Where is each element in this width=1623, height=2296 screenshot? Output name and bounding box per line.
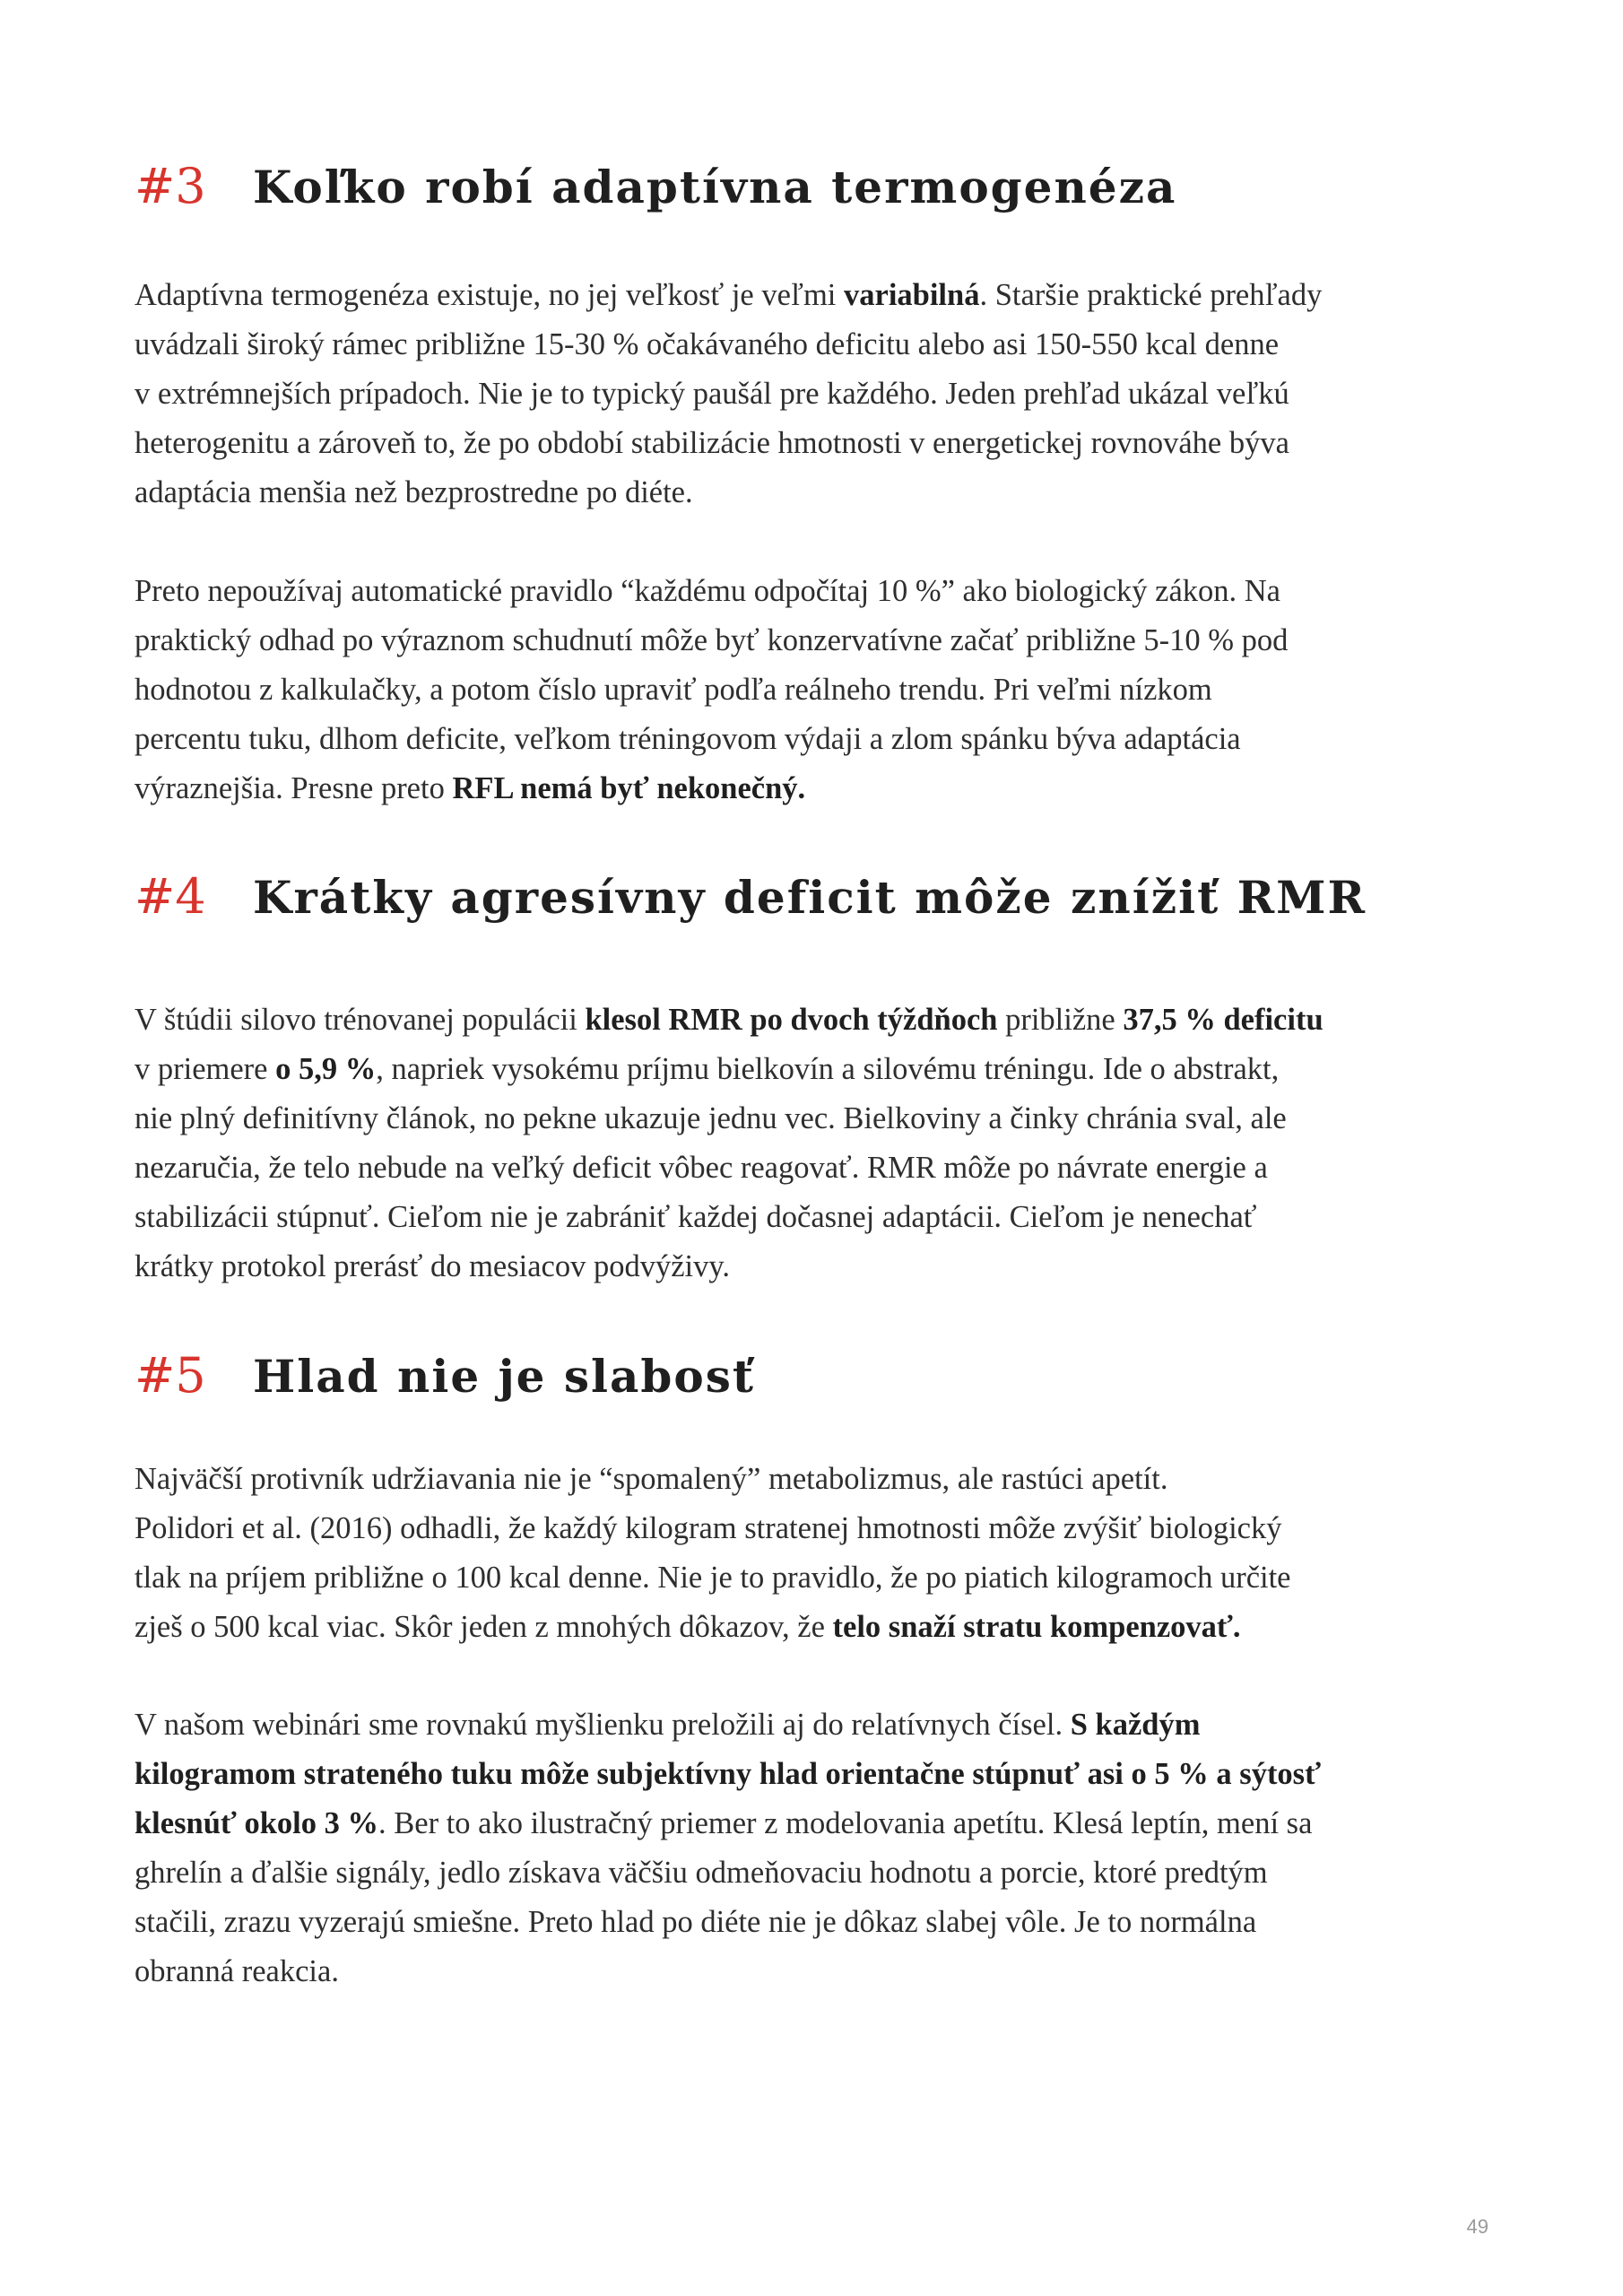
text-run: krátky protokol prerásť do mesiacov podvýživy. bbox=[135, 1249, 731, 1283]
text-run: tlak na príjem približne o 100 kcal denne. Nie je to pravidlo, že po piatich kilogramoch určite bbox=[135, 1561, 1291, 1595]
text-line bbox=[135, 1700, 1515, 1750]
text-run: v priemere bbox=[135, 1052, 276, 1086]
text-line bbox=[135, 567, 1515, 616]
text-run: uvádzali široký rámec približne 15-30 % očakávaného deficitu alebo asi 150-550 kcal denne bbox=[135, 327, 1280, 361]
text-run: V štúdii silovo trénovanej populácii bbox=[135, 1003, 586, 1037]
bold-text-run: S každým bbox=[1070, 1708, 1201, 1742]
bold-text-run: telo snaží stratu kompenzovať. bbox=[832, 1610, 1241, 1644]
text-line bbox=[135, 1193, 1515, 1242]
text-line bbox=[135, 1898, 1515, 1947]
text-line bbox=[135, 1504, 1515, 1553]
text-line bbox=[135, 370, 1515, 419]
text-run: praktický odhad po výraznom schudnutí môže byť konzervatívne začať približne 5-10 % pod bbox=[135, 623, 1289, 657]
bold-text-run: variabilná bbox=[844, 278, 980, 312]
text-run: v extrémnejších prípadoch. Nie je to typický paušál pre každého. Jeden prehľad ukázal veľkú bbox=[135, 377, 1289, 411]
text-run: . Staršie praktické prehľady bbox=[979, 278, 1323, 312]
section-5-paragraph-2 bbox=[135, 1700, 1515, 1996]
page-number: 49 bbox=[1466, 2215, 1488, 2238]
section-number: #5 bbox=[135, 1347, 206, 1404]
text-line bbox=[135, 1848, 1515, 1898]
text-line bbox=[135, 468, 1515, 517]
text-run: nie plný definitívny článok, no pekne ukazuje jednu vec. Bielkoviny a činky chránia sval, ale bbox=[135, 1101, 1287, 1135]
text-run: Polidori et al. (2016) odhadli, že každý kilogram stratenej hmotnosti môže zvýšiť biologický bbox=[135, 1511, 1282, 1545]
text-run: nezaručia, že telo nebude na veľký deficit vôbec reagovať. RMR môže po návrate energie a bbox=[135, 1151, 1268, 1185]
text-line bbox=[135, 1455, 1515, 1504]
text-run: stabilizácii stúpnuť. Cieľom nie je zabrániť každej dočasnej adaptácii. Cieľom je nenechať bbox=[135, 1200, 1257, 1234]
text-line bbox=[135, 996, 1515, 1045]
text-line bbox=[135, 320, 1515, 370]
text-line bbox=[135, 271, 1515, 320]
text-run: Preto nepoužívaj automatické pravidlo “každému odpočítaj 10 %” ako biologický zákon. Na bbox=[135, 574, 1280, 608]
bold-text-run: kilogramom strateného tuku môže subjektívny hlad orientačne stúpnuť asi o 5 % a sýtosť bbox=[135, 1757, 1322, 1791]
text-line bbox=[135, 1603, 1515, 1652]
text-run: obranná reakcia. bbox=[135, 1954, 339, 1988]
section-title: Hlad nie je slabosť bbox=[253, 1350, 755, 1403]
text-line bbox=[135, 1242, 1515, 1292]
text-line bbox=[135, 616, 1515, 665]
bold-text-run: RFL nemá byť nekonečný. bbox=[452, 771, 806, 805]
text-run: Adaptívna termogenéza existuje, no jej veľkosť je veľmi bbox=[135, 278, 844, 312]
section-5-paragraph-1 bbox=[135, 1455, 1515, 1652]
section-3-heading bbox=[135, 158, 1176, 230]
text-line bbox=[135, 1799, 1515, 1848]
text-run: približne bbox=[997, 1003, 1124, 1037]
text-line bbox=[135, 665, 1515, 715]
bold-text-run: o 5,9 % bbox=[275, 1052, 377, 1086]
text-line bbox=[135, 419, 1515, 468]
section-5-heading bbox=[135, 1347, 755, 1419]
section-number: #3 bbox=[135, 158, 206, 214]
bold-text-run: klesnúť okolo 3 % bbox=[135, 1806, 379, 1840]
text-run: V našom webinári sme rovnakú myšlienku preložili aj do relatívnych čísel. bbox=[135, 1708, 1071, 1742]
text-run: . Ber to ako ilustračný priemer z modelovania apetítu. Klesá leptín, mení sa bbox=[378, 1806, 1313, 1840]
text-line bbox=[135, 1750, 1515, 1799]
text-run: zješ o 500 kcal viac. Skôr jeden z mnohých dôkazov, že bbox=[135, 1610, 833, 1644]
text-line bbox=[135, 1144, 1515, 1193]
text-line bbox=[135, 1947, 1515, 1996]
section-3-paragraph-2 bbox=[135, 567, 1515, 813]
section-number: #4 bbox=[135, 868, 206, 925]
text-line bbox=[135, 1553, 1515, 1603]
text-run: hodnotou z kalkulačky, a potom číslo upraviť podľa reálneho trendu. Pri veľmi nízkom bbox=[135, 673, 1212, 707]
bold-text-run: 37,5 % deficitu bbox=[1123, 1003, 1324, 1037]
section-title: Krátky agresívny deficit môže znížiť RMR bbox=[253, 871, 1367, 924]
text-run: percentu tuku, dlhom deficite, veľkom tréningovom výdaji a zlom spánku býva adaptácia bbox=[135, 722, 1241, 756]
section-title: Koľko robí adaptívna termogenéza bbox=[253, 161, 1177, 213]
bold-text-run: klesol RMR po dvoch týždňoch bbox=[585, 1003, 998, 1037]
text-line bbox=[135, 1045, 1515, 1094]
text-line bbox=[135, 764, 1515, 813]
text-run: Najväčší protivník udržiavania nie je “spomalený” metabolizmus, ale rastúci apetít. bbox=[135, 1462, 1168, 1496]
text-run: ghrelín a ďalšie signály, jedlo získava väčšiu odmeňovaciu hodnotu a porcie, ktoré predtým bbox=[135, 1856, 1268, 1890]
text-run: , napriek vysokému príjmu bielkovín a silovému tréningu. Ide o abstrakt, bbox=[376, 1052, 1280, 1086]
text-run: výraznejšia. Presne preto bbox=[135, 771, 453, 805]
text-line bbox=[135, 1094, 1515, 1144]
text-run: heterogenitu a zároveň to, že po období stabilizácie hmotnosti v energetickej rovnováhe býva bbox=[135, 426, 1289, 460]
section-3-paragraph-1 bbox=[135, 271, 1515, 517]
text-run: adaptácia menšia než bezprostredne po diéte. bbox=[135, 475, 693, 509]
section-4-paragraph-1 bbox=[135, 996, 1515, 1292]
section-4-heading bbox=[135, 868, 1367, 940]
text-line bbox=[135, 715, 1515, 764]
text-run: stačili, zrazu vyzerajú smiešne. Preto hlad po diéte nie je dôkaz slabej vôle. Je to normálna bbox=[135, 1905, 1257, 1939]
